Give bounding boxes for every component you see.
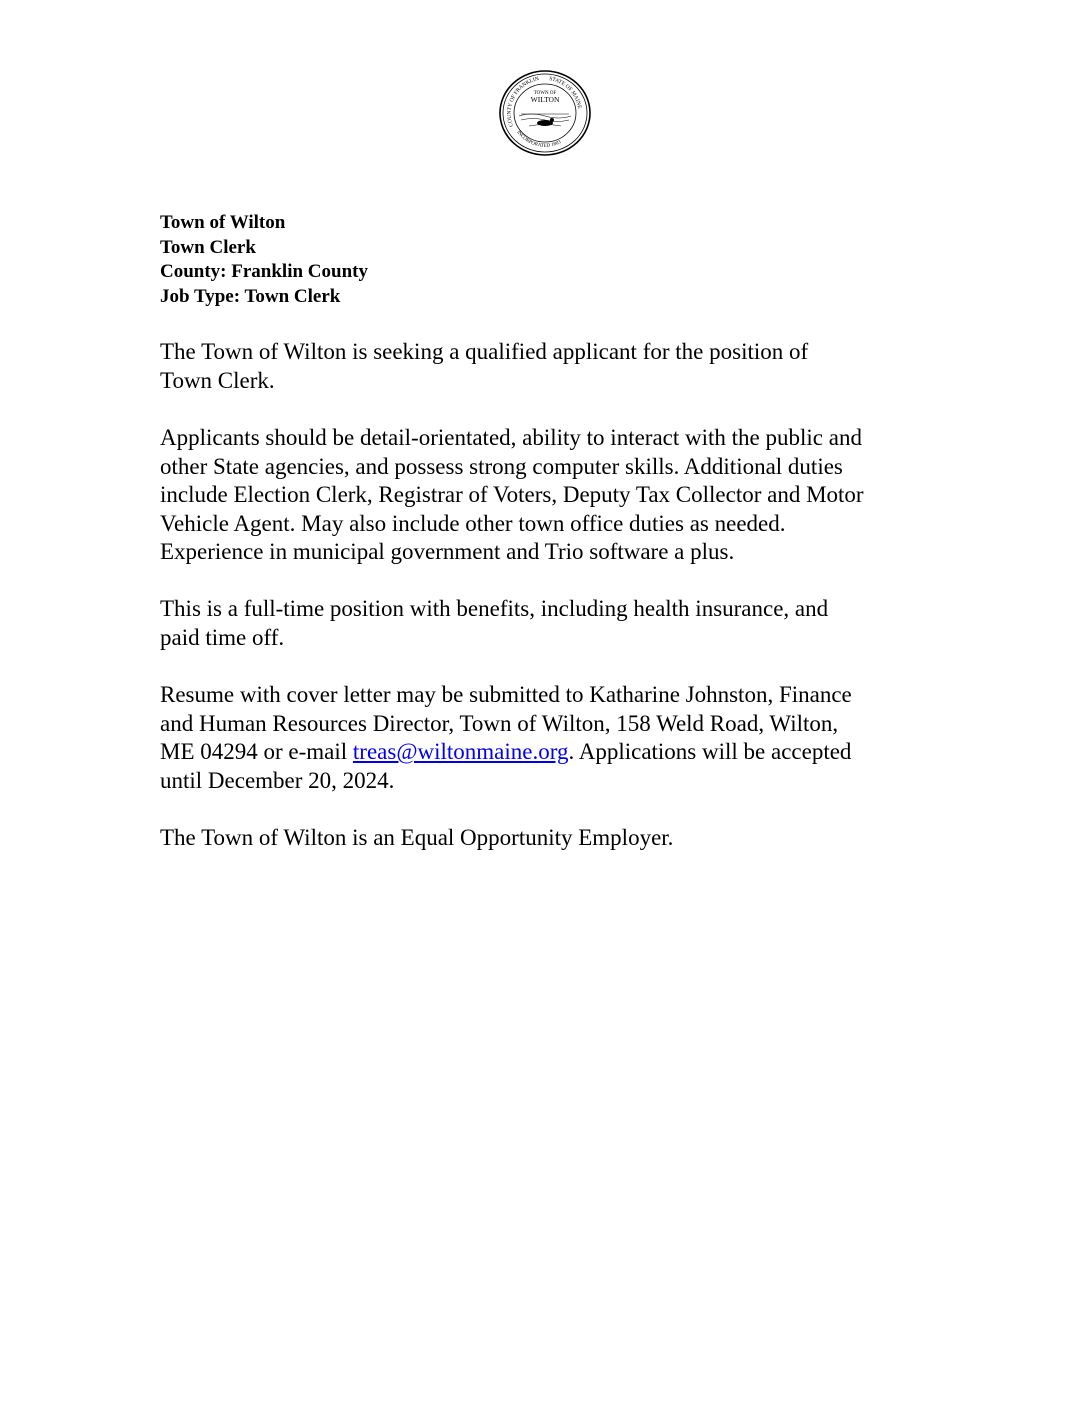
deadline-text: . Applications will be accepted	[568, 739, 852, 765]
address-text: ME 04294 or e-mail	[160, 739, 353, 765]
paragraph-eoe	[160, 824, 940, 853]
paragraph-line: Experience in municipal government and Trio software a plus.	[160, 539, 735, 565]
header-county: County: Franklin County	[160, 261, 368, 282]
paragraph-benefits	[160, 595, 940, 652]
seal-ring-text-left: COUNTY OF FRANKLIN	[506, 76, 540, 128]
paragraph-application	[160, 681, 940, 795]
town-seal-logo	[499, 70, 591, 156]
header-job-type: Job Type: Town Clerk	[160, 285, 341, 307]
paragraph-requirements	[160, 424, 940, 567]
paragraph-line: include Election Clerk, Registrar of Voters, Deputy Tax Collector and Motor	[160, 482, 864, 508]
header-block	[160, 211, 960, 309]
seal-name: WILTON	[530, 95, 560, 104]
paragraph-line: Applicants should be detail-orientated, ability to interact with the public and	[160, 425, 862, 450]
paragraph-line: and Human Resources Director, Town of Wilton, 158 Weld Road, Wilton,	[160, 710, 839, 736]
paragraph-line: Town Clerk.	[160, 367, 275, 393]
paragraph-line: This is a full-time position with benefits, including health insurance, and	[160, 596, 829, 621]
paragraph-line: other State agencies, and possess strong computer skills. Additional duties	[160, 453, 843, 479]
paragraph-line	[160, 738, 940, 767]
paragraph-line: Vehicle Agent. May also include other town office duties as needed.	[160, 510, 786, 536]
paragraph-line: The Town of Wilton is an Equal Opportunity Employer.	[160, 825, 674, 850]
email-link[interactable]: treas@wiltonmaine.org	[352, 739, 569, 765]
paragraph-line: paid time off.	[160, 624, 285, 650]
seal-top-text: TOWN OF	[533, 91, 557, 96]
header-position: Town Clerk	[160, 236, 256, 258]
seal-ring-text-right: STATE OF MAINE	[548, 76, 583, 110]
header-town-name: Town of Wilton	[160, 212, 286, 233]
paragraph-intro	[160, 338, 940, 395]
seal-ring-text-bottom: INCORPORATED 1803	[515, 130, 562, 149]
paragraph-line: The Town of Wilton is seeking a qualified applicant for the position of	[160, 339, 809, 364]
paragraph-line: until December 20, 2024.	[160, 767, 395, 793]
paragraph-line: Resume with cover letter may be submitted to Katharine Johnston, Finance	[160, 682, 852, 707]
